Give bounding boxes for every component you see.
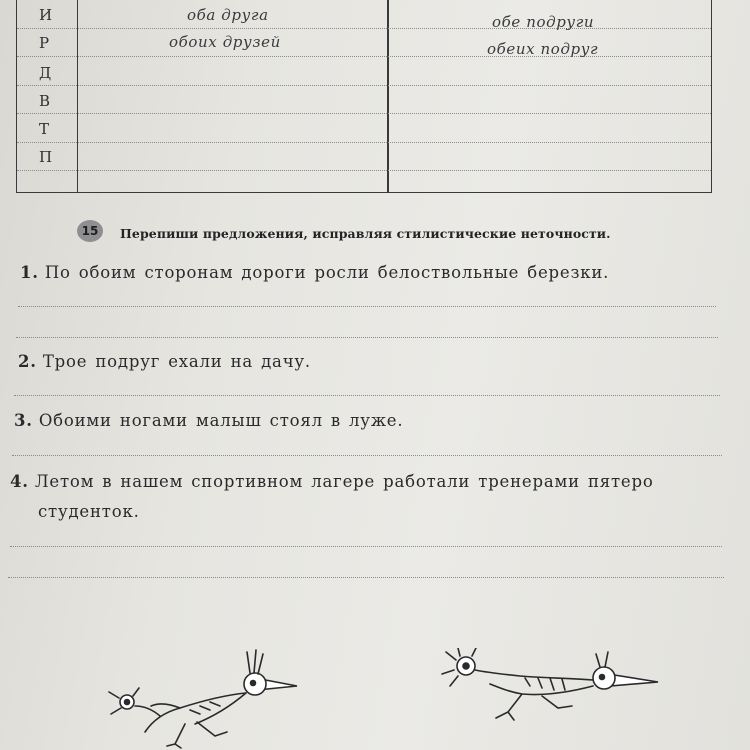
- answer-line[interactable]: [12, 455, 722, 456]
- item-number: 1.: [20, 263, 39, 282]
- case-letter: Д: [39, 64, 52, 82]
- case-table: [16, 0, 712, 193]
- item-number: 3.: [14, 411, 33, 430]
- row-line: [17, 28, 711, 29]
- item-text: Обоими ногами малыш стоял в луже.: [38, 411, 404, 430]
- table-cell: обе подруги: [492, 13, 595, 31]
- case-letter: И: [39, 6, 53, 24]
- item-number: 4.: [10, 472, 29, 491]
- sentence-4: [10, 472, 654, 491]
- exercise-number-badge: 15: [77, 220, 103, 242]
- sentence-2: [18, 352, 311, 371]
- bird-flying-icon: [430, 648, 670, 728]
- item-text: Летом в нашем спортивном лагере работали тренерами пятеро: [34, 472, 654, 491]
- case-letter: П: [39, 148, 53, 166]
- case-letter: В: [39, 92, 51, 110]
- sentence-1: [20, 263, 609, 282]
- bird-running-icon: [105, 640, 305, 750]
- answer-line[interactable]: [16, 337, 718, 338]
- item-text: По обоим сторонам дороги росли белоствольные березки.: [44, 263, 610, 282]
- table-cell: оба друга: [187, 6, 269, 24]
- answer-line[interactable]: [10, 546, 722, 547]
- table-cell: обоих друзей: [169, 33, 281, 51]
- row-line: [17, 142, 711, 143]
- exercise-instruction: Перепиши предложения, исправляя стилистические неточности.: [120, 226, 611, 241]
- case-letter: Р: [39, 34, 50, 52]
- case-letter: Т: [39, 120, 50, 138]
- row-line: [17, 56, 711, 57]
- answer-line[interactable]: [8, 577, 724, 578]
- row-line: [17, 170, 711, 171]
- sentence-4-continuation: студенток.: [38, 502, 140, 521]
- table-cell: обеих подруг: [487, 40, 599, 58]
- row-line: [17, 113, 711, 114]
- answer-line[interactable]: [14, 395, 720, 396]
- answer-line[interactable]: [18, 306, 716, 307]
- sentence-3: [14, 411, 403, 430]
- row-line: [17, 85, 711, 86]
- item-number: 2.: [18, 352, 37, 371]
- item-text: Трое подруг ехали на дачу.: [42, 352, 311, 371]
